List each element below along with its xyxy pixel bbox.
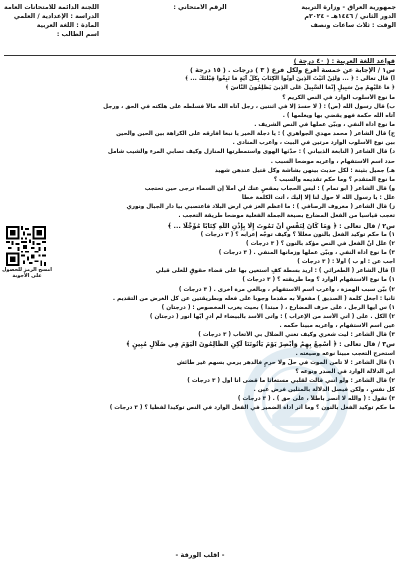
header-left <box>4 3 99 39</box>
exam-number-label: الرقم الامتحاني : <box>173 4 227 11</box>
exam-line: قواعد اللغة العربية : ( ٤٠ درجة ) <box>293 57 395 65</box>
exam-line: ما نوع الأسلوب الوارد في النص الكريم ؟ <box>282 94 395 101</box>
header-divider <box>4 55 396 56</box>
exam-line: هـ) جميل بثينة : لكل حديث بينهن بشاشة وكل قتيل عندهن شهيد <box>214 167 395 174</box>
exam-line: ١) ما نوع الاستفهام الوارد ؟ وما طريقته ؟ ( ٣ درجات ) <box>242 277 395 284</box>
exam-line: ﴿ مَا عَلَيْهِمْ مِنْ سَبِيلٍ إِنَّمَا السَّبِيلُ عَلَى الَّذِينَ يَظْلِمُونَ النَّاسَ ﴾ <box>225 85 395 92</box>
exam-line: ١) قال الشاعر : لا تأمن الموت في حلٍّ ولا حرمٍ فالدهر يرمي بسهم غير طائش <box>176 359 395 366</box>
exam-line: ما نوع أداة النفي ، وبيّن عملها في النص الشريف . <box>254 121 395 128</box>
exam-line: د) قال الشاعر ( النابغة الذبياني ) : حدّثها الهوى واستمطرتها المنازل وكيف تصابي المرء والشيب شامل <box>107 149 395 156</box>
exam-line: تعجب قياسياً من الفعل المضارع بصيغة الجملة الفعلية موضحاً طريقة التعجب . <box>178 213 395 220</box>
turn-page-footer: - اقلب الورقة - <box>175 551 225 559</box>
exam-line: ما حكم توكيد الفعل بالنون ؟ وما أثر أداة الضمير في الفعل الوارد في النص توكيداً لفظياً ؟ ( ٣ درجات ) <box>109 405 395 412</box>
exam-line: حدد اسم الاستفهام ، وأعربه موضحاً السبب . <box>270 158 395 165</box>
student-name-label: اسم الطالب : <box>56 31 100 38</box>
exam-header <box>4 3 396 55</box>
subject-name: المادة : اللغة العربية <box>36 22 100 29</box>
exam-round: الدور الثاني / ١٤٤٦هـ - ٢٠٢٤م <box>304 13 396 20</box>
exam-line: كل نفسٍ ، ولكن فيصل الدلالة بالمثلين فرض عين . <box>253 387 395 394</box>
exam-line: أ) قال الشاعر ( الطغرائي ) : أريد بسطة كفٍ أستعين بها على قضاء حقوقٍ للعلى قبلي <box>155 268 395 275</box>
study-branch: الدراسة : الإعدادية / العلمي <box>13 13 100 20</box>
country-ministry: جمهورية العراق - وزارة التربية <box>301 4 396 11</box>
exam-line: س١ / الإجابة عن خمسة أفرع ولكل فرع ( ٣ ) درجات . ( ١٥ درجة ) <box>190 66 395 75</box>
exam-line: ١) س أيها الرجل ، على حرف المضارع ، ( مبتدأ ) بحيث يعرب المخصوص : ( درجتان ) <box>161 304 395 311</box>
exam-line: س٣ / قال تعالى : ﴿ أَسْمِعْ بِهِمْ وَأَبْصِرْ يَوْمَ يَأْتُونَنَا لَكِنِ الظَّالِمُونَ الْيَوْمَ فِي ضَلَالٍ مُبِينٍ ﴾ <box>126 340 395 349</box>
exam-line: ب) قال رسول الله (ص) : ( لا حسدَ إلا في اثنتين ، رجل آتاه الله مالاً فسلّطه على هلكته في الحق ، ورجل <box>103 103 395 110</box>
exam-line: ٢) الكل . على ( أتي الأسد من الإعراب ) : وأتى الأسد بالبيضاء لم أدرِ أيّها أنور ( درجتان ) <box>149 313 395 320</box>
exam-line: علل : يا رسول الله لا حول لنا إلا إليك ، أتت الكلمة خطأ <box>241 195 395 202</box>
exam-line: ٣) قال الشاعر : ليت شعري وكيف تغني الضلال بي الأتعاب ( ٣ درجات ) <box>198 332 395 339</box>
exam-line: ز) قال الشاعر ( معروف الرصافي ) : ما اعظم العز في ارض البلاد فاعتصبي بيا دار الجبال ونوري <box>126 204 395 211</box>
exam-line: ٢) قال الشاعر : ولو أنني قالت لقلبي مستغاثاً ما قضى أنا أول ( ٣ درجات ) <box>187 377 395 384</box>
exam-line: ٢) بيّن سبب الهمزة ، وأعرب اسم الاستفهام ، وبالغي مرة أخرى . ( ٣ درجات ) <box>178 286 395 293</box>
committee-name: اللجنة الدائمة للامتحانات العامة <box>4 4 100 11</box>
exam-line: ٣) تقول : ( والله لا أنصر باطلاً ، على حق ) . ( ٣ درجات ) <box>237 396 395 403</box>
exam-line: أجب عن : أو ب ) أولاً : ( ٣ درجات ) <box>297 259 395 266</box>
exam-line: استخرج التعجب مبيناً نوعه وصيغته . <box>295 350 395 357</box>
exam-line: ٢) علل أنّ الفعل في النص مؤكد بالنون ؟ ( ٣ درجات ) <box>246 240 395 247</box>
exam-line: أ) قال تعالى : ﴿ ... وَلَئِنْ أَتَيْتَ الَّذِينَ أُوتُوا الْكِتَابَ بِكُلِّ آيَةٍ مَا تَبِعُوا قِبْلَتَكَ ... ﴾ <box>184 76 395 83</box>
exam-line: س٢ / قال تعالى : ﴿ وَمَا كَانَ لِنَفْسٍ أَنْ تَمُوتَ إِلَّا بِإِذْنِ اللَّهِ كِتَابًا مُؤَجَّلًا ... ﴾ <box>167 221 395 230</box>
exam-line: ما نوع المتقدم ؟ وما حكم تقديمه والسبب ؟ <box>273 176 395 183</box>
exam-line: ج) قال الشاعر ( محمد مهدي الجواهري ) : يا دجلة الخير يا نبعاً أفارقه على الكراهة بين الحين والحين <box>116 131 395 138</box>
exam-line: و) قال الشاعر ( أبو تمام ) : ليس الحجاب بمقصٍ عنك لي أملاً إن السماء ترجى حين تحتجب <box>144 185 395 192</box>
exam-line: عين اسم الاستفهام ، وأعربه مبيناً حكمه . <box>279 323 395 330</box>
exam-body <box>5 57 395 413</box>
exam-line: ٣) ما نوع أداة النفي ، وبيّن عملها وزمانها المنفي . ( ٣ درجات ) <box>218 249 395 256</box>
exam-time: الوقت : ثلاث ساعات ونصف <box>310 22 396 29</box>
qr-code-icon[interactable] <box>6 226 46 266</box>
exam-line: ثانياً : أجعل كلمة ( الصديق ) مفعولاً به مقدماً وجوباً على فعله وبطريقتين عن كل الغرض من التقديم . <box>112 295 395 302</box>
exam-line: ابن الدلالة الوارد في الصدر ونوعه ؟ <box>295 368 395 375</box>
exam-line: آتاه الله حكمة فهو يقضي بها ويعلمها ) . <box>282 112 395 119</box>
exam-line: بين نوع الأسلوب الوارد مرتين في البيت ، وأعرب المنادى . <box>232 140 395 147</box>
qr-caption: امسح الرمز للحصول على الأجوبة <box>2 267 52 279</box>
exam-line: ١) ما حكم توكيد الفعل بالنون معللاً ؟ وكيف توجّه إعرابه ؟ ( ٣ درجات ) <box>200 231 395 238</box>
